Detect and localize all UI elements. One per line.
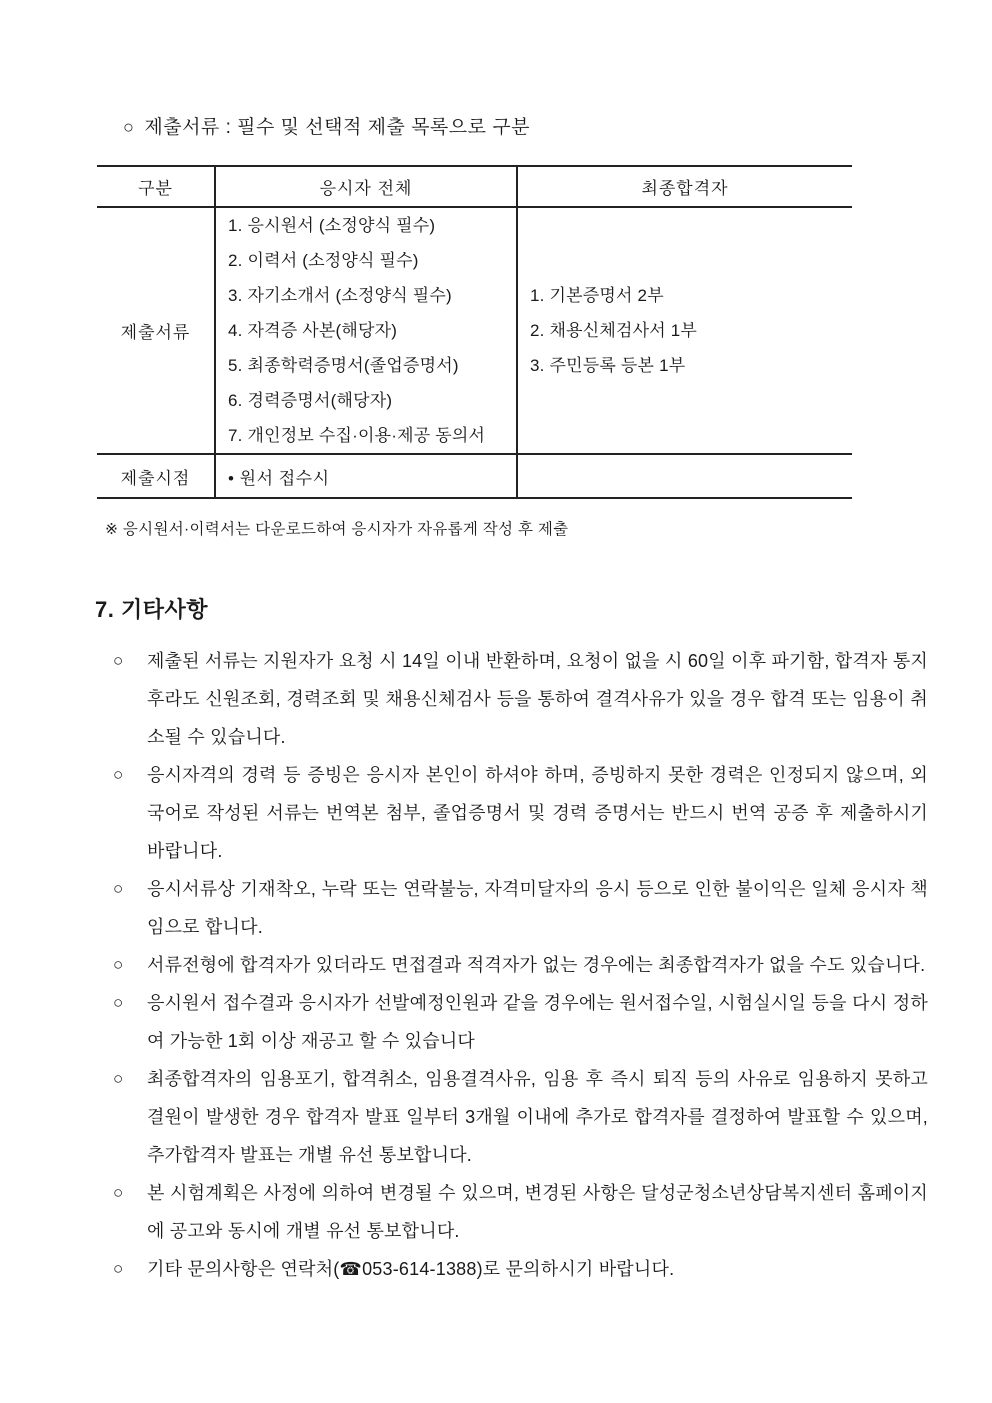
list-item [95, 1174, 928, 1250]
list-item-text: 응시자격의 경력 등 증빙은 응시자 본인이 하셔야 하며, 증빙하지 못한 경력은 인정되지 않으며, 외국어로 작성된 서류는 번역본 첨부, 졸업증명서 및 경력 증명서는 반드시 번역 공증 후 제출하시기 바랍니다. [147, 765, 928, 861]
list-item [95, 946, 928, 984]
circle-bullet-marker: ○ [113, 1069, 124, 1088]
cell-final-items [517, 207, 852, 454]
list-item: 7. 개인정보 수집·이용·제공 동의서 [228, 426, 486, 445]
circle-bullet-marker: ○ [113, 993, 124, 1012]
circle-bullet-marker: ○ [113, 1259, 124, 1278]
applicant-items-list [216, 208, 516, 453]
other-matters-list [95, 642, 928, 1288]
list-item: 4. 자격증 사본(해당자) [228, 321, 398, 340]
table-header-row [97, 166, 852, 207]
circle-bullet-marker: ○ [113, 765, 124, 784]
table-row-submit-docs [97, 207, 852, 454]
list-item: 3. 자기소개서 (소정양식 필수) [228, 286, 452, 305]
list-item [95, 756, 928, 870]
submission-docs-table [97, 165, 852, 499]
list-item-text: 최종합격자의 임용포기, 합격취소, 임용결격사유, 임용 후 즉시 퇴직 등의 사유로 임용하지 못하고 결원이 발생한 경우 합격자 발표 일부터 3개월 이내에 추가로 합격자를 결정하여 발표할 수 있으며, 추가합격자 발표는 개별 유선 통보합니다. [147, 1069, 928, 1165]
list-item: 2. 이력서 (소정양식 필수) [228, 251, 419, 270]
list-item-text: 본 시험계획은 사정에 의하여 변경될 수 있으며, 변경된 사항은 달성군청소년상담복지센터 홈페이지에 공고와 동시에 개별 유선 통보합니다. [147, 1183, 928, 1241]
row-label-submit-docs: 제출서류 [120, 323, 191, 342]
section-heading-other-matters: 7. 기타사항 [95, 597, 208, 622]
circle-bullet-marker: ○ [123, 117, 135, 137]
circle-bullet-marker: ○ [113, 955, 124, 974]
list-item: 2. 채용신체검사서 1부 [530, 321, 698, 340]
row-label-submit-time: 제출시점 [120, 468, 191, 488]
list-item: 1. 기본증명서 2부 [530, 286, 664, 305]
list-item-text: 제출된 서류는 지원자가 요청 시 14일 이내 반환하며, 요청이 없을 시 60일 이후 파기함, 합격자 통지 후라도 신원조회, 경력조회 및 채용신체검사 등을 통하여 결격사유가 있을 경우 합격 또는 임용이 취소될 수 있습니다. [147, 651, 928, 747]
list-item: 6. 경력증명서(해당자) [228, 391, 393, 410]
list-item [95, 1060, 928, 1174]
submission-docs-intro-text: 제출서류 : 필수 및 선택적 제출 목록으로 구분 [144, 117, 530, 138]
document-content [95, 112, 928, 1288]
list-item: 3. 주민등록 등본 1부 [530, 356, 686, 375]
circle-bullet-marker: ○ [113, 651, 124, 670]
final-items-list [518, 278, 852, 383]
table-footnote: ※ 응시원서·이력서는 다운로드하여 응시자가 자유롭게 작성 후 제출 [105, 521, 569, 538]
cell-applicant-items [215, 207, 517, 454]
table-row-submit-time [97, 454, 852, 498]
cell-submit-time-value: • 원서 접수시 [215, 454, 517, 498]
list-item [95, 984, 928, 1060]
table-header-final-passers: 최종합격자 [517, 166, 852, 207]
list-item [95, 642, 928, 756]
list-item-text: 응시원서 접수결과 응시자가 선발예정인원과 같을 경우에는 원서접수일, 시험실시일 등을 다시 정하여 가능한 1회 이상 재공고 할 수 있습니다 [147, 993, 928, 1051]
list-item [95, 1250, 928, 1288]
circle-bullet-marker: ○ [113, 1183, 124, 1202]
list-item: 5. 최종학력증명서(졸업증명서) [228, 356, 459, 375]
table-header-all-applicants: 응시자 전체 [215, 166, 517, 207]
submission-docs-intro [123, 112, 928, 139]
table-header-category: 구분 [138, 179, 173, 198]
list-item-text: 기타 문의사항은 연락처(☎053-614-1388)로 문의하시기 바랍니다. [147, 1259, 675, 1279]
list-item-text: 응시서류상 기재착오, 누락 또는 연락불능, 자격미달자의 응시 등으로 인한 불이익은 일체 응시자 책임으로 합니다. [147, 879, 928, 937]
list-item [95, 870, 928, 946]
cell-empty [517, 454, 852, 498]
list-item: 1. 응시원서 (소정양식 필수) [228, 216, 436, 235]
list-item-text: 서류전형에 합격자가 있더라도 면접결과 적격자가 없는 경우에는 최종합격자가 없을 수도 있습니다. [147, 955, 926, 975]
circle-bullet-marker: ○ [113, 879, 124, 898]
